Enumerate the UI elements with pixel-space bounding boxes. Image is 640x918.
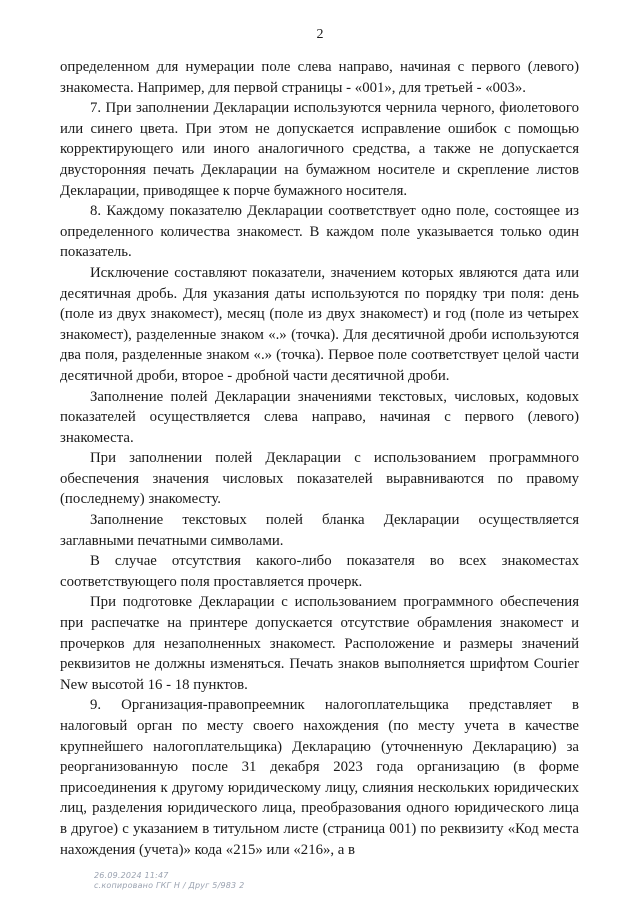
stamp-text: с.копировано ГКГ Н / Друг 5/983 2 bbox=[94, 881, 245, 890]
paragraph-printing: При подготовке Декларации с использованием программного обеспечения при распечатке на принтере допускается отсутствие обрамления знакомест и прочерков для незаполненных знакомест. Расположение и размеры значений реквизитов не должны изменяться. Печать знаков выполняется шрифтом Courier New высотой 16 - 18 пунктов. bbox=[60, 594, 579, 693]
stamp-date: 26.09.2024 11:47 bbox=[94, 871, 169, 880]
document-body bbox=[60, 57, 579, 860]
print-stamp bbox=[94, 871, 244, 891]
paragraph-exception: Исключение составляют показатели, значением которых являются дата или десятичная дробь. Для указания даты используются по порядку три поля: день (поле из двух знакомест), месяц (поле из двух знакомест) и год (поле из четырех знакомест), разделенные знаком «.» (точка). Для десятичной дроби используются два поля, разделенные знаком «.» (точка). Первое поле соответствует целой части десятичной дроби, второе - дробной части десятичной дроби. bbox=[60, 264, 579, 384]
page-number: 2 bbox=[316, 27, 324, 42]
paragraph-item-9: 9. Организация-правопреемник налогоплательщика представляет в налоговый орган по месту своего нахождения (по месту учета в качестве крупнейшего налогоплательщика) Декларацию (уточненную Декларацию) за реорганизованную после 31 декабря 2023 года организацию (в форме присоединения к другому юридическому лицу, слияния нескольких юридических лиц, разделения юридического лица, преобразования одного юридического лица в другое) с указанием в титульном листе (страница 001) по реквизиту «Код места нахождения (учета)» кода «215» или «216», а в bbox=[60, 697, 579, 858]
paragraph-software-alignment: При заполнении полей Декларации с использованием программного обеспечения значения числовых показателей выравниваются по правому (последнему) знакоместу. bbox=[60, 450, 579, 508]
paragraph-continuation: определенном для нумерации поле слева направо, начиная с первого (левого) знакоместа. Например, для первой страницы - «001», для третьей - «003». bbox=[60, 59, 579, 96]
paragraph-item-7: 7. При заполнении Декларации используются чернила черного, фиолетового или синего цвета. При этом не допускается исправление ошибок с помощью корректирующего или иного аналогичного средства, а также не допускается двусторонняя печать Декларации на бумажном носителе и скрепление листов Декларации, приводящее к порче бумажного носителя. bbox=[60, 100, 579, 199]
paragraph-dash: В случае отсутствия какого-либо показателя во всех знакоместах соответствующего поля проставляется прочерк. bbox=[60, 553, 579, 590]
paragraph-item-8: 8. Каждому показателю Декларации соответствует одно поле, состоящее из определенного количества знакомест. В каждом поле указывается только один показатель. bbox=[60, 203, 579, 261]
paragraph-fill-order: Заполнение полей Декларации значениями текстовых, числовых, кодовых показателей осуществляется слева направо, начиная с первого (левого) знакоместа. bbox=[60, 388, 579, 446]
paragraph-capital-letters: Заполнение текстовых полей бланка Декларации осуществляется заглавными печатными символами. bbox=[60, 512, 579, 549]
